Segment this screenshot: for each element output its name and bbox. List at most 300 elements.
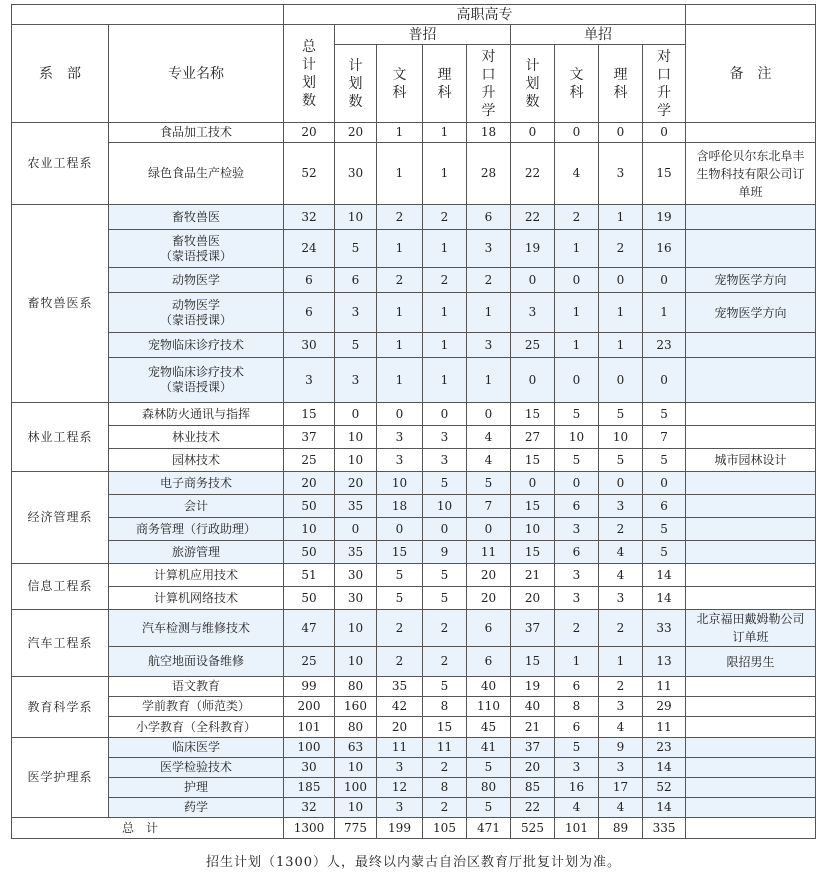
total-label: 总 计	[12, 818, 284, 839]
header-dz-plan-text: 计划数	[525, 57, 540, 110]
value-cell: 2	[377, 205, 423, 230]
major-name	[109, 472, 284, 495]
value-cell: 8	[555, 697, 599, 717]
table-row	[12, 403, 816, 426]
value-cell: 1	[599, 647, 643, 677]
value-cell: 5	[467, 472, 511, 495]
remark-cell: 北京福田戴姆勒公司订单班	[686, 610, 816, 647]
header-dept: 系 部	[12, 25, 109, 123]
total-value: 101	[555, 818, 599, 839]
major-name-line: 药学	[183, 800, 208, 814]
value-cell: 50	[284, 587, 335, 610]
header-blank-right	[686, 5, 816, 25]
value-cell: 23	[643, 333, 686, 358]
value-cell: 6	[467, 647, 511, 677]
value-cell: 11	[423, 738, 467, 758]
value-cell: 19	[511, 230, 555, 268]
value-cell: 30	[335, 143, 377, 205]
value-cell: 185	[284, 778, 335, 798]
total-value: 89	[599, 818, 643, 839]
value-cell: 3	[467, 230, 511, 268]
major-name-line: 商务管理（行政助理）	[135, 521, 256, 536]
remark-cell: 宠物医学方向	[686, 293, 816, 333]
value-cell: 20	[511, 758, 555, 778]
major-name	[109, 403, 284, 426]
value-cell: 6	[555, 495, 599, 518]
total-remark	[686, 818, 816, 839]
major-name-line: 航空地面设备维修	[147, 654, 244, 668]
value-cell: 1	[423, 123, 467, 143]
major-name	[109, 123, 284, 143]
value-cell: 15	[284, 403, 335, 426]
value-cell: 6	[335, 268, 377, 293]
table-row	[12, 738, 816, 758]
value-cell: 10	[335, 426, 377, 449]
value-cell: 25	[284, 449, 335, 472]
total-value: 199	[377, 818, 423, 839]
value-cell: 20	[467, 564, 511, 587]
value-cell: 2	[555, 205, 599, 230]
value-cell: 1	[555, 293, 599, 333]
value-cell: 0	[599, 268, 643, 293]
table-row	[12, 495, 816, 518]
value-cell: 8	[423, 697, 467, 717]
header-total-plan	[284, 25, 335, 123]
major-name	[109, 697, 284, 717]
value-cell: 11	[643, 677, 686, 697]
value-cell: 2	[467, 268, 511, 293]
value-cell: 10	[599, 426, 643, 449]
total-row	[12, 818, 816, 839]
value-cell: 20	[467, 587, 511, 610]
remark-cell	[686, 333, 816, 358]
dept-name: 农业工程系	[12, 123, 109, 205]
major-name-line: 旅游管理	[171, 544, 220, 559]
value-cell: 1	[555, 230, 599, 268]
remark-cell	[686, 564, 816, 587]
value-cell: 80	[335, 677, 377, 697]
value-cell: 1	[555, 647, 599, 677]
value-cell: 0	[511, 123, 555, 143]
table-row	[12, 610, 816, 647]
table-row	[12, 143, 816, 205]
value-cell: 22	[511, 143, 555, 205]
value-cell: 45	[467, 717, 511, 738]
major-name-line: （蒙语授课）	[159, 248, 232, 263]
value-cell: 3	[555, 564, 599, 587]
value-cell: 3	[284, 358, 335, 403]
table-row	[12, 449, 816, 472]
table-row	[12, 541, 816, 564]
total-value: 525	[511, 818, 555, 839]
value-cell: 28	[467, 143, 511, 205]
value-cell: 21	[511, 564, 555, 587]
value-cell: 0	[335, 403, 377, 426]
value-cell: 10	[335, 610, 377, 647]
value-cell: 10	[511, 518, 555, 541]
value-cell: 1	[377, 230, 423, 268]
remark-cell	[686, 358, 816, 403]
value-cell: 2	[599, 610, 643, 647]
value-cell: 0	[377, 518, 423, 541]
remark-cell	[686, 738, 816, 758]
footer-note: 招生计划（1300）人，最终以内蒙古自治区教育厅批复计划为准。	[205, 855, 622, 870]
value-cell: 17	[599, 778, 643, 798]
value-cell: 3	[599, 495, 643, 518]
value-cell: 0	[555, 472, 599, 495]
value-cell: 10	[423, 495, 467, 518]
value-cell: 4	[555, 143, 599, 205]
value-cell: 1	[423, 333, 467, 358]
major-name-line: 医学检验技术	[159, 760, 232, 774]
major-name	[109, 358, 284, 403]
value-cell: 5	[377, 587, 423, 610]
value-cell: 200	[284, 697, 335, 717]
value-cell: 4	[599, 564, 643, 587]
value-cell: 37	[511, 610, 555, 647]
major-name	[109, 587, 284, 610]
value-cell: 0	[599, 358, 643, 403]
value-cell: 2	[377, 647, 423, 677]
dept-name: 经济管理系	[12, 472, 109, 564]
value-cell: 0	[643, 472, 686, 495]
total-value: 335	[643, 818, 686, 839]
header-dz-duikou-text: 对口升学	[657, 48, 672, 119]
value-cell: 50	[284, 541, 335, 564]
value-cell: 1	[377, 123, 423, 143]
major-name-line: 林业技术	[171, 429, 220, 444]
value-cell: 15	[511, 495, 555, 518]
major-name-line: 畜牧兽医	[171, 209, 220, 224]
header-remark: 备 注	[686, 25, 816, 123]
value-cell: 3	[377, 426, 423, 449]
value-cell: 2	[423, 798, 467, 818]
value-cell: 1	[377, 333, 423, 358]
value-cell: 29	[643, 697, 686, 717]
value-cell: 47	[284, 610, 335, 647]
value-cell: 5	[467, 798, 511, 818]
header-danzhao: 单招	[511, 25, 686, 45]
value-cell: 10	[335, 205, 377, 230]
value-cell: 0	[555, 268, 599, 293]
remark-cell	[686, 123, 816, 143]
value-cell: 37	[511, 738, 555, 758]
value-cell: 15	[511, 449, 555, 472]
remark-cell	[686, 403, 816, 426]
value-cell: 5	[423, 564, 467, 587]
value-cell: 5	[599, 403, 643, 426]
table-row	[12, 778, 816, 798]
major-name-line: 动物医学	[171, 297, 220, 312]
value-cell: 2	[377, 268, 423, 293]
table-row	[12, 426, 816, 449]
value-cell: 3	[555, 518, 599, 541]
value-cell: 2	[423, 758, 467, 778]
value-cell: 7	[643, 426, 686, 449]
remark-cell	[686, 798, 816, 818]
major-name-line: 宠物临床诊疗技术	[147, 365, 244, 379]
value-cell: 10	[377, 472, 423, 495]
value-cell: 3	[335, 358, 377, 403]
value-cell: 1	[377, 358, 423, 403]
value-cell: 30	[335, 587, 377, 610]
value-cell: 5	[555, 449, 599, 472]
value-cell: 19	[643, 205, 686, 230]
table-row	[12, 230, 816, 268]
table-row	[12, 472, 816, 495]
major-name-line: 食品加工技术	[159, 125, 232, 139]
value-cell: 0	[643, 358, 686, 403]
value-cell: 7	[467, 495, 511, 518]
value-cell: 20	[284, 123, 335, 143]
value-cell: 1	[599, 205, 643, 230]
value-cell: 5	[555, 738, 599, 758]
value-cell: 25	[511, 333, 555, 358]
value-cell: 13	[643, 647, 686, 677]
value-cell: 0	[335, 518, 377, 541]
remark-cell: 含呼伦贝尔东北阜丰生物科技有限公司订单班	[686, 143, 816, 205]
dept-name: 汽车工程系	[12, 610, 109, 677]
major-name	[109, 778, 284, 798]
value-cell: 52	[284, 143, 335, 205]
major-name	[109, 333, 284, 358]
major-name-line: 护理	[183, 780, 208, 794]
value-cell: 5	[423, 472, 467, 495]
value-cell: 0	[643, 268, 686, 293]
value-cell: 3	[599, 697, 643, 717]
value-cell: 0	[467, 403, 511, 426]
table-row	[12, 587, 816, 610]
value-cell: 1	[467, 358, 511, 403]
value-cell: 3	[377, 449, 423, 472]
value-cell: 1	[599, 293, 643, 333]
value-cell: 22	[511, 798, 555, 818]
value-cell: 3	[555, 758, 599, 778]
remark-cell	[686, 697, 816, 717]
major-name-line: 绿色食品生产检验	[147, 166, 244, 180]
value-cell: 3	[377, 758, 423, 778]
value-cell: 40	[467, 677, 511, 697]
value-cell: 0	[599, 472, 643, 495]
major-name-line: 计算机应用技术	[153, 567, 238, 582]
header-major: 专业名称	[109, 25, 284, 123]
value-cell: 40	[511, 697, 555, 717]
header-pz-like	[423, 45, 467, 123]
value-cell: 20	[335, 123, 377, 143]
value-cell: 1	[377, 143, 423, 205]
header-dz-like	[599, 45, 643, 123]
value-cell: 80	[335, 717, 377, 738]
value-cell: 51	[284, 564, 335, 587]
value-cell: 20	[335, 472, 377, 495]
value-cell: 14	[643, 587, 686, 610]
major-name	[109, 293, 284, 333]
remark-cell: 限招男生	[686, 647, 816, 677]
value-cell: 5	[643, 518, 686, 541]
value-cell: 19	[511, 677, 555, 697]
remark-cell	[686, 426, 816, 449]
value-cell: 99	[284, 677, 335, 697]
value-cell: 0	[423, 518, 467, 541]
value-cell: 5	[643, 449, 686, 472]
value-cell: 12	[377, 778, 423, 798]
value-cell: 27	[511, 426, 555, 449]
value-cell: 6	[555, 677, 599, 697]
value-cell: 35	[335, 495, 377, 518]
table-row	[12, 647, 816, 677]
value-cell: 4	[599, 717, 643, 738]
value-cell: 2	[599, 518, 643, 541]
value-cell: 0	[643, 123, 686, 143]
value-cell: 15	[511, 403, 555, 426]
value-cell: 0	[511, 358, 555, 403]
remark-cell	[686, 518, 816, 541]
value-cell: 101	[284, 717, 335, 738]
value-cell: 0	[511, 268, 555, 293]
value-cell: 0	[467, 518, 511, 541]
major-name	[109, 564, 284, 587]
header-dz-like-text: 理科	[613, 66, 628, 101]
major-name-line: 畜牧兽医	[171, 233, 220, 248]
major-name	[109, 717, 284, 738]
value-cell: 1	[423, 143, 467, 205]
major-name-line: 小学教育（全科教育）	[135, 719, 256, 734]
value-cell: 2	[555, 610, 599, 647]
table-row	[12, 358, 816, 403]
value-cell: 30	[284, 758, 335, 778]
value-cell: 0	[423, 403, 467, 426]
value-cell: 15	[511, 647, 555, 677]
major-name-line: 会计	[183, 498, 208, 513]
value-cell: 18	[467, 123, 511, 143]
value-cell: 2	[599, 230, 643, 268]
value-cell: 1	[643, 293, 686, 333]
header-puzhao: 普招	[335, 25, 511, 45]
remark-cell	[686, 205, 816, 230]
dept-name: 林业工程系	[12, 403, 109, 472]
value-cell: 42	[377, 697, 423, 717]
value-cell: 16	[555, 778, 599, 798]
remark-cell	[686, 677, 816, 697]
value-cell: 110	[467, 697, 511, 717]
table-row	[12, 518, 816, 541]
value-cell: 10	[335, 449, 377, 472]
value-cell: 10	[335, 758, 377, 778]
value-cell: 2	[423, 268, 467, 293]
value-cell: 0	[599, 123, 643, 143]
value-cell: 3	[555, 587, 599, 610]
header-pz-duikou-text: 对口升学	[481, 48, 496, 119]
value-cell: 3	[377, 798, 423, 818]
table-row	[12, 758, 816, 778]
header-group-title: 高职高专	[284, 5, 686, 25]
header-dz-plan	[511, 45, 555, 123]
value-cell: 6	[555, 717, 599, 738]
value-cell: 5	[423, 587, 467, 610]
value-cell: 0	[377, 403, 423, 426]
total-value: 1300	[284, 818, 335, 839]
value-cell: 1	[423, 230, 467, 268]
value-cell: 5	[335, 333, 377, 358]
major-name	[109, 426, 284, 449]
value-cell: 1	[467, 293, 511, 333]
value-cell: 5	[643, 541, 686, 564]
header-dz-wenke-text: 文科	[569, 66, 584, 101]
major-name-line: 临床医学	[171, 740, 220, 754]
value-cell: 14	[643, 798, 686, 818]
major-name	[109, 798, 284, 818]
major-name-line: 森林防火通讯与指挥	[141, 406, 250, 421]
dept-name: 畜牧兽医系	[12, 205, 109, 403]
value-cell: 32	[284, 798, 335, 818]
total-value: 471	[467, 818, 511, 839]
value-cell: 10	[555, 426, 599, 449]
value-cell: 24	[284, 230, 335, 268]
value-cell: 5	[423, 677, 467, 697]
major-name-line: （蒙语授课）	[159, 380, 232, 394]
major-name-line: 语文教育	[171, 679, 220, 693]
value-cell: 3	[423, 426, 467, 449]
header-blank	[12, 5, 284, 25]
value-cell: 4	[467, 449, 511, 472]
value-cell: 20	[511, 587, 555, 610]
table-row	[12, 564, 816, 587]
table-row	[12, 333, 816, 358]
value-cell: 37	[284, 426, 335, 449]
table-row	[12, 205, 816, 230]
table-row	[12, 717, 816, 738]
value-cell: 5	[467, 758, 511, 778]
major-name	[109, 647, 284, 677]
value-cell: 0	[555, 123, 599, 143]
table-row	[12, 677, 816, 697]
value-cell: 3	[599, 758, 643, 778]
value-cell: 8	[423, 778, 467, 798]
major-name	[109, 143, 284, 205]
table-row	[12, 123, 816, 143]
value-cell: 20	[377, 717, 423, 738]
value-cell: 3	[335, 293, 377, 333]
header-pz-wenke-text: 文科	[392, 66, 407, 101]
value-cell: 5	[643, 403, 686, 426]
table-body	[12, 123, 816, 818]
value-cell: 15	[423, 717, 467, 738]
header-total-plan-text: 总计划数	[302, 38, 316, 109]
value-cell: 9	[423, 541, 467, 564]
total-value: 775	[335, 818, 377, 839]
remark-cell	[686, 778, 816, 798]
value-cell: 21	[511, 717, 555, 738]
major-name-line: 动物医学	[171, 272, 220, 287]
value-cell: 1	[423, 293, 467, 333]
major-name	[109, 758, 284, 778]
remark-cell	[686, 541, 816, 564]
major-name	[109, 230, 284, 268]
major-name	[109, 449, 284, 472]
value-cell: 5	[599, 449, 643, 472]
value-cell: 5	[377, 564, 423, 587]
value-cell: 4	[467, 426, 511, 449]
value-cell: 6	[555, 541, 599, 564]
value-cell: 3	[467, 333, 511, 358]
table-row	[12, 697, 816, 717]
value-cell: 1	[423, 358, 467, 403]
header-pz-wenke	[377, 45, 423, 123]
remark-cell	[686, 758, 816, 778]
total-value: 105	[423, 818, 467, 839]
major-name-line: 汽车检测与维修技术	[141, 620, 250, 635]
value-cell: 3	[511, 293, 555, 333]
